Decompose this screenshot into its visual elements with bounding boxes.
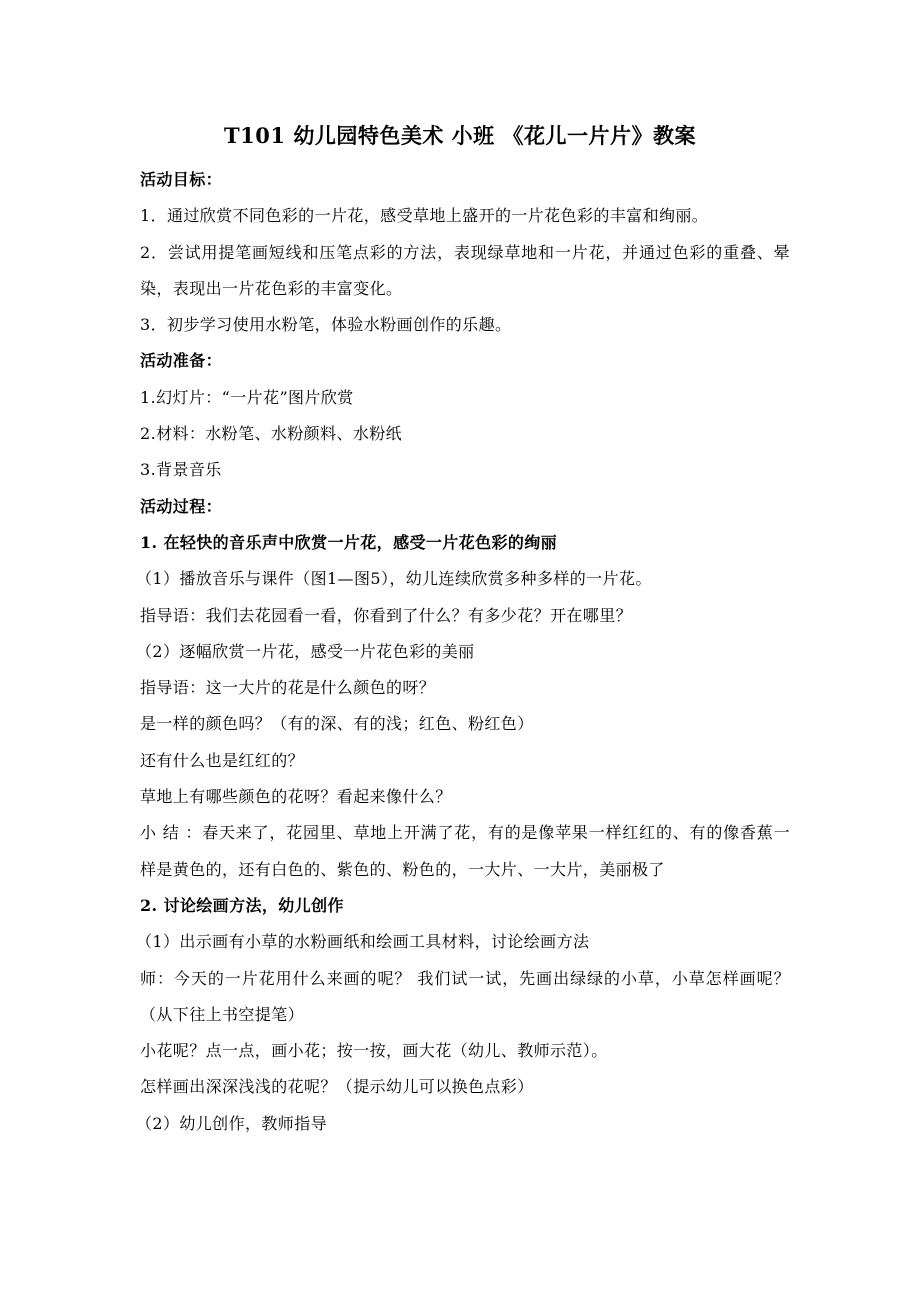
section-heading: 活动目标： [140, 170, 223, 189]
paragraph-line: 3.背景音乐 [140, 460, 222, 480]
section-heading: 活动过程： [140, 496, 223, 516]
paragraph-line: 草地上有哪些颜色的花呀？看起来像什么？ [140, 787, 452, 807]
paragraph-line: 小 结 ：春天来了，花园里、草地上开满了花，有的是像苹果一样红红的、有的像香蕉一样是黄色的，还有白色的、紫色的、粉色的，一大片、一大片，美丽极了 [140, 823, 790, 879]
section-heading: 活动准备： [140, 351, 223, 371]
paragraph-line: 指导语：我们去花园看一看，你看到了什么？有多少花？开在哪里？ [140, 605, 633, 625]
paragraph-line: （1）出示画有小草的水粉画纸和绘画工具材料，讨论绘画方法 [136, 932, 590, 952]
paragraph-line: （1）播放音乐与课件（图1—图5），幼儿连续欣赏多种多样的一片花。 [136, 569, 652, 589]
paragraph-line: 2.材料：水粉笔、水粉颜料、水粉纸 [140, 424, 403, 444]
section-heading: 2. 讨论绘画方法，幼儿创作 [140, 895, 344, 915]
paragraph-line: （2）幼儿创作，教师指导 [136, 1113, 327, 1133]
paragraph-line: 还有什么也是红红的？ [140, 750, 305, 770]
section-heading: 1. 在轻快的音乐声中欣赏一片花，感受一片花色彩的绚丽 [140, 532, 558, 552]
paragraph-line: 2．尝试用提笔画短线和压笔点彩的方法，表现绿草地和一片花，并通过色彩的重叠、晕染，表现出一片花色彩的丰富变化。 [140, 242, 790, 298]
paragraph-line: 1.幻灯片：“一片花”图片欣赏 [140, 387, 354, 407]
paragraph-line: 1．通过欣赏不同色彩的一片花，感受草地上盛开的一片花色彩的丰富和绚丽。 [140, 206, 709, 226]
paragraph-line: （2）逐幅欣赏一片花，感受一片花色彩的美丽 [136, 641, 475, 661]
paragraph-line: 小花呢？点一点，画小花；按一按，画大花（幼儿、教师示范）。 [140, 1041, 608, 1061]
paragraph-line: 是一样的颜色吗？（有的深、有的浅；红色、粉红色） [140, 714, 534, 734]
paragraph-line: 师：今天的一片花用什么来画的呢？ 我们试一试，先画出绿绿的小草，小草怎样画呢？（从下往上书空提笔） [140, 968, 790, 1024]
paragraph-line: 3．初步学习使用水粉笔，体验水粉画创作的乐趣。 [140, 315, 512, 335]
document-body [136, 162, 790, 1142]
paragraph-line: 指导语：这一大片的花是什么颜色的呀？ [140, 678, 436, 698]
paragraph-line: 怎样画出深深浅浅的花呢？（提示幼儿可以换色点彩） [140, 1077, 534, 1097]
document-title: T101 幼儿园特色美术 小班 《花儿一片片》教案 [224, 123, 696, 148]
